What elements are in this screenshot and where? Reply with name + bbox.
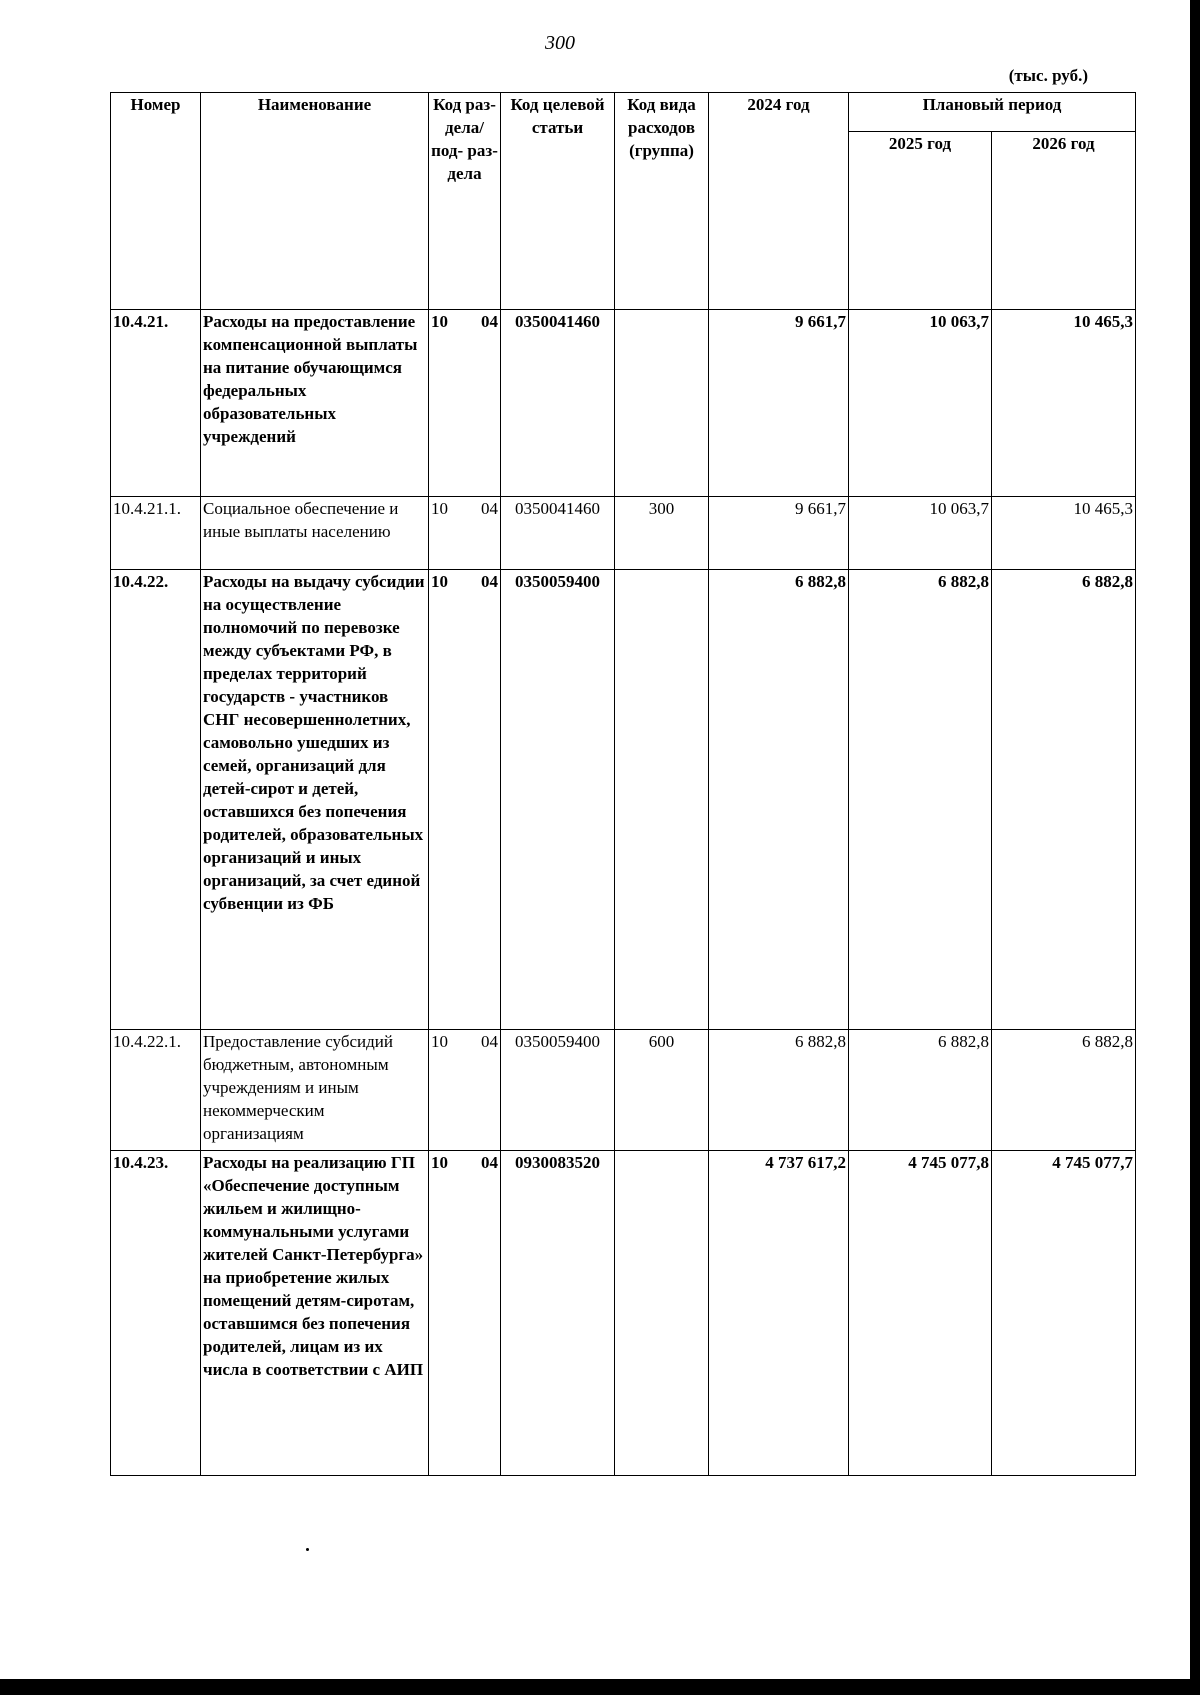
row-section: 10 bbox=[431, 1032, 448, 1051]
budget-table bbox=[110, 92, 1136, 1476]
row-number: 10.4.21.1. bbox=[111, 497, 201, 570]
row-expense-type: 600 bbox=[615, 1030, 709, 1151]
table-row bbox=[111, 310, 1136, 497]
header-section-code: Код раз- дела/ под- раз- дела bbox=[429, 93, 501, 310]
row-section-code bbox=[429, 497, 501, 570]
table-row bbox=[111, 497, 1136, 570]
scan-edge-bottom bbox=[0, 1679, 1200, 1695]
row-number: 10.4.22. bbox=[111, 570, 201, 1030]
header-planned-period: Плановый период bbox=[849, 93, 1136, 132]
header-name: Наименование bbox=[201, 93, 429, 310]
header-number: Номер bbox=[111, 93, 201, 310]
row-name: Расходы на реализацию ГП «Обеспечение доступным жильем и жилищно-коммунальными услугами жителей Санкт-Петербурга» на приобретение жилых помещений детям-сиротам, оставшимся без попечения родителей, лицам из их числа в соответствии с АИП bbox=[201, 1151, 429, 1476]
row-amount-2025: 4 745 077,8 bbox=[849, 1151, 992, 1476]
row-section: 10 bbox=[431, 312, 448, 331]
row-target-code: 0930083520 bbox=[501, 1151, 615, 1476]
row-number: 10.4.21. bbox=[111, 310, 201, 497]
row-name: Предоставление субсидий бюджетным, автономным учреждениям и иным некоммерческим организациям bbox=[201, 1030, 429, 1151]
row-target-code: 0350041460 bbox=[501, 310, 615, 497]
row-amount-2024: 9 661,7 bbox=[709, 310, 849, 497]
row-subsection: 04 bbox=[481, 312, 498, 331]
row-expense-type bbox=[615, 310, 709, 497]
row-name: Расходы на предоставление компенсационной выплаты на питание обучающимся федеральных образовательных учреждений bbox=[201, 310, 429, 497]
row-target-code: 0350041460 bbox=[501, 497, 615, 570]
row-amount-2026: 4 745 077,7 bbox=[992, 1151, 1136, 1476]
row-section: 10 bbox=[431, 572, 448, 591]
row-section-code bbox=[429, 1151, 501, 1476]
row-number: 10.4.22.1. bbox=[111, 1030, 201, 1151]
row-target-code: 0350059400 bbox=[501, 1030, 615, 1151]
header-2025: 2025 год bbox=[849, 132, 992, 310]
header-2026: 2026 год bbox=[992, 132, 1136, 310]
row-amount-2024: 4 737 617,2 bbox=[709, 1151, 849, 1476]
row-amount-2024: 6 882,8 bbox=[709, 570, 849, 1030]
row-target-code: 0350059400 bbox=[501, 570, 615, 1030]
row-section-code bbox=[429, 310, 501, 497]
row-section-code bbox=[429, 1030, 501, 1151]
row-amount-2024: 9 661,7 bbox=[709, 497, 849, 570]
table-row bbox=[111, 1151, 1136, 1476]
row-expense-type bbox=[615, 1151, 709, 1476]
row-amount-2026: 6 882,8 bbox=[992, 570, 1136, 1030]
row-expense-type: 300 bbox=[615, 497, 709, 570]
row-name: Социальное обеспечение и иные выплаты населению bbox=[201, 497, 429, 570]
row-amount-2025: 10 063,7 bbox=[849, 310, 992, 497]
row-amount-2026: 6 882,8 bbox=[992, 1030, 1136, 1151]
page-number: 300 bbox=[545, 32, 575, 54]
row-section: 10 bbox=[431, 499, 448, 518]
row-expense-type bbox=[615, 570, 709, 1030]
row-amount-2025: 6 882,8 bbox=[849, 570, 992, 1030]
row-section-code bbox=[429, 570, 501, 1030]
table-body bbox=[111, 310, 1136, 1476]
table-row bbox=[111, 1030, 1136, 1151]
row-subsection: 04 bbox=[481, 572, 498, 591]
row-amount-2026: 10 465,3 bbox=[992, 310, 1136, 497]
row-amount-2025: 10 063,7 bbox=[849, 497, 992, 570]
row-name: Расходы на выдачу субсидии на осуществление полномочий по перевозке между субъектами РФ, в пределах территорий государств - участников СНГ несовершеннолетних, самовольно ушедших из семей, организаций для детей-сирот и детей, оставшихся без попечения родителей, образовательных организаций и иных организаций, за счет единой субвенции из ФБ bbox=[201, 570, 429, 1030]
row-number: 10.4.23. bbox=[111, 1151, 201, 1476]
scan-edge-right bbox=[1190, 0, 1200, 1695]
row-subsection: 04 bbox=[481, 1032, 498, 1051]
row-amount-2026: 10 465,3 bbox=[992, 497, 1136, 570]
row-subsection: 04 bbox=[481, 499, 498, 518]
row-subsection: 04 bbox=[481, 1153, 498, 1172]
stray-dot bbox=[306, 1548, 309, 1551]
header-expense-type: Код вида расходов (группа) bbox=[615, 93, 709, 310]
units-label: (тыс. руб.) bbox=[1008, 66, 1088, 85]
header-row bbox=[111, 93, 1136, 132]
table-row bbox=[111, 570, 1136, 1030]
header-2024: 2024 год bbox=[709, 93, 849, 310]
row-amount-2025: 6 882,8 bbox=[849, 1030, 992, 1151]
row-amount-2024: 6 882,8 bbox=[709, 1030, 849, 1151]
header-target-code: Код целевой статьи bbox=[501, 93, 615, 310]
row-section: 10 bbox=[431, 1153, 448, 1172]
